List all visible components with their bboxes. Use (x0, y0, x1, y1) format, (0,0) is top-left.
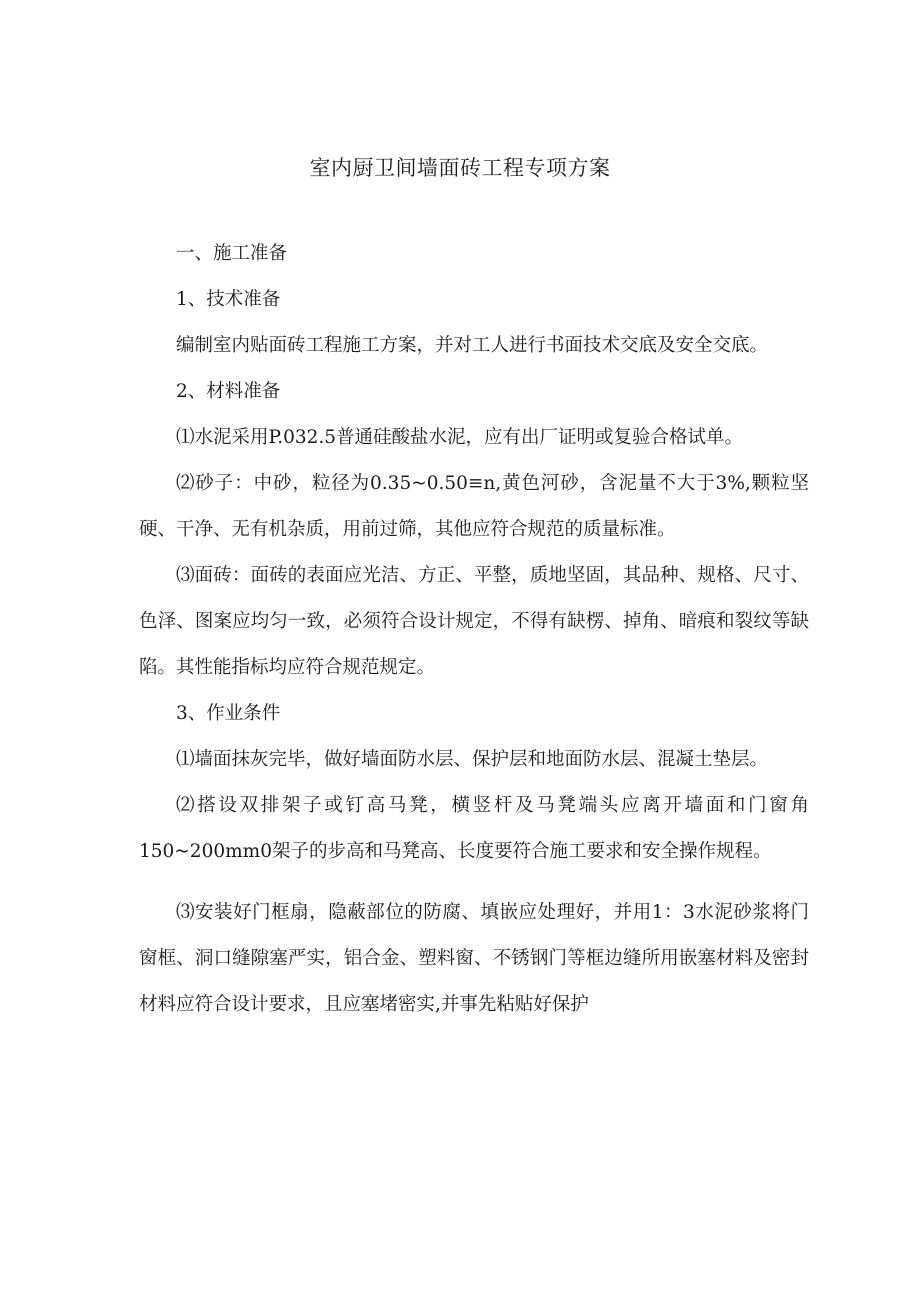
paragraph-wall-plaster: ⑴墙面抹灰完毕，做好墙面防水层、保护层和地面防水层、混凝土垫层。 (176, 749, 769, 770)
paragraph-gap (139, 875, 809, 890)
subsection-heading-work-conditions: 3、作业条件 (176, 703, 281, 724)
paragraph-technical-prep: 编制室内贴面砖工程施工方案，并对工人进行书面技术交底及安全交底。 (176, 335, 769, 356)
section-heading-construction-prep: 一、施工准备 (176, 243, 288, 264)
paragraph-tiles: ⑶面砖：面砖的表面应光洁、方正、平整，质地坚固，其品种、规格、尺寸、色泽、图案应均匀一致，必须符合设计规定，不得有缺楞、掉角、暗痕和裂纹等缺陷。其性能指标均应符合规范规定。 (139, 565, 809, 678)
document-body (139, 231, 809, 1028)
document-title: 室内厨卫间墙面砖工程专项方案 (309, 156, 611, 180)
subsection-heading-technical-prep: 1、技术准备 (176, 289, 281, 310)
paragraph-scaffolding: ⑵搭设双排架子或钉高马凳，横竖杆及马凳端头应离开墙面和门窗角150~200mm0架子的步高和马凳高、长度要符合施工要求和安全操作规程。 (139, 795, 809, 862)
paragraph-cement: ⑴水泥采用P.032.5普通硅酸盐水泥，应有出厂证明或复验合格试单。 (176, 427, 744, 448)
paragraph-door-frames: ⑶安装好门框扇，隐蔽部位的防腐、填嵌应处理好，并用1：3水泥砂浆将门窗框、洞口缝隙塞严实，铝合金、塑料窗、不锈钢门等框边缝所用嵌塞材料及密封材料应符合设计要求，且应塞堵密实,并事先粘贴好保护 (139, 902, 809, 1015)
paragraph-sand: ⑵砂子：中砂，粒径为0.35~0.50≡n,黄色河砂，含泥量不大于3%,颗粒坚硬、干净、无有机杂质，用前过筛，其他应符合规范的质量标准。 (139, 473, 809, 540)
subsection-heading-material-prep: 2、材料准备 (176, 381, 281, 402)
